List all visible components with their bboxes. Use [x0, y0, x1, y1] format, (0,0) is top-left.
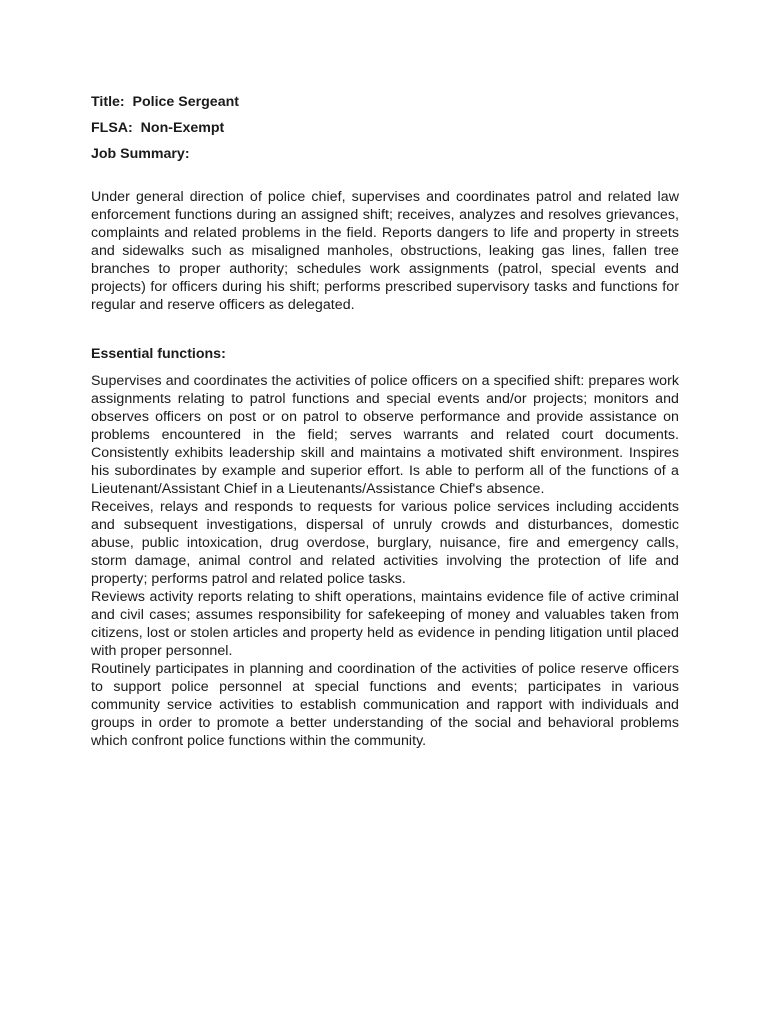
- essential-paragraph-4: Routinely participates in planning and coordination of the activities of police reserve officers to support police personnel at special functions and events; participates in various community service activities to establish communication and rapport with individuals and groups in order to promote a better understanding of the social and behavioral problems which confront police functions within the community.: [91, 661, 679, 749]
- title-line: [91, 92, 679, 112]
- job-summary-heading: Job Summary:: [91, 146, 190, 162]
- essential-paragraph-1: Supervises and coordinates the activities of police officers on a specified shift: prepares work assignments relating to patrol functions and special events and/or projects; monitors and observes officers on post or on patrol to observe performance and provide assistance on problems encountered in the field; serves warrants and related court documents. Consistently exhibits leadership skill and maintains a motivated shift environment. Inspires his subordinates by example and superior effort. Is able to perform all of the functions of a Lieutenant/Assistant Chief in a Lieutenants/Assistance Chief's absence.: [91, 373, 679, 497]
- title-label: Title:: [91, 94, 125, 110]
- essential-paragraph-2: Receives, relays and responds to requests for various police services including accidents and subsequent investigations, dispersal of unruly crowds and disturbances, domestic abuse, public intoxication, drug overdose, burglary, nuisance, fire and emergency calls, storm damage, animal control and related activities involving the protection of life and property; performs patrol and related police tasks.: [91, 499, 679, 587]
- flsa-value: Non-Exempt: [140, 120, 225, 136]
- job-summary-paragraph: Under general direction of police chief, supervises and coordinates patrol and related law enforcement functions during an assigned shift; receives, analyzes and resolves grievances, complaints and related problems in the field. Reports dangers to life and property in streets and sidewalks such as misaligned manholes, obstructions, leaking gas lines, fallen tree branches to proper authority; schedules work assignments (patrol, special events and projects) for officers during his shift; performs prescribed supervisory tasks and functions for regular and reserve officers as delegated.: [91, 189, 679, 313]
- document-page: [91, 92, 679, 750]
- flsa-label: FLSA:: [91, 120, 133, 136]
- flsa-line: [91, 118, 679, 138]
- job-summary-section: [91, 188, 679, 314]
- essential-functions-heading: Essential functions:: [91, 346, 226, 362]
- title-value: Police Sergeant: [132, 94, 239, 110]
- essential-paragraph-3: Reviews activity reports relating to shift operations, maintains evidence file of active criminal and civil cases; assumes responsibility for safekeeping of money and valuables taken from citizens, lost or stolen articles and property held as evidence in pending litigation until placed with proper personnel.: [91, 589, 679, 659]
